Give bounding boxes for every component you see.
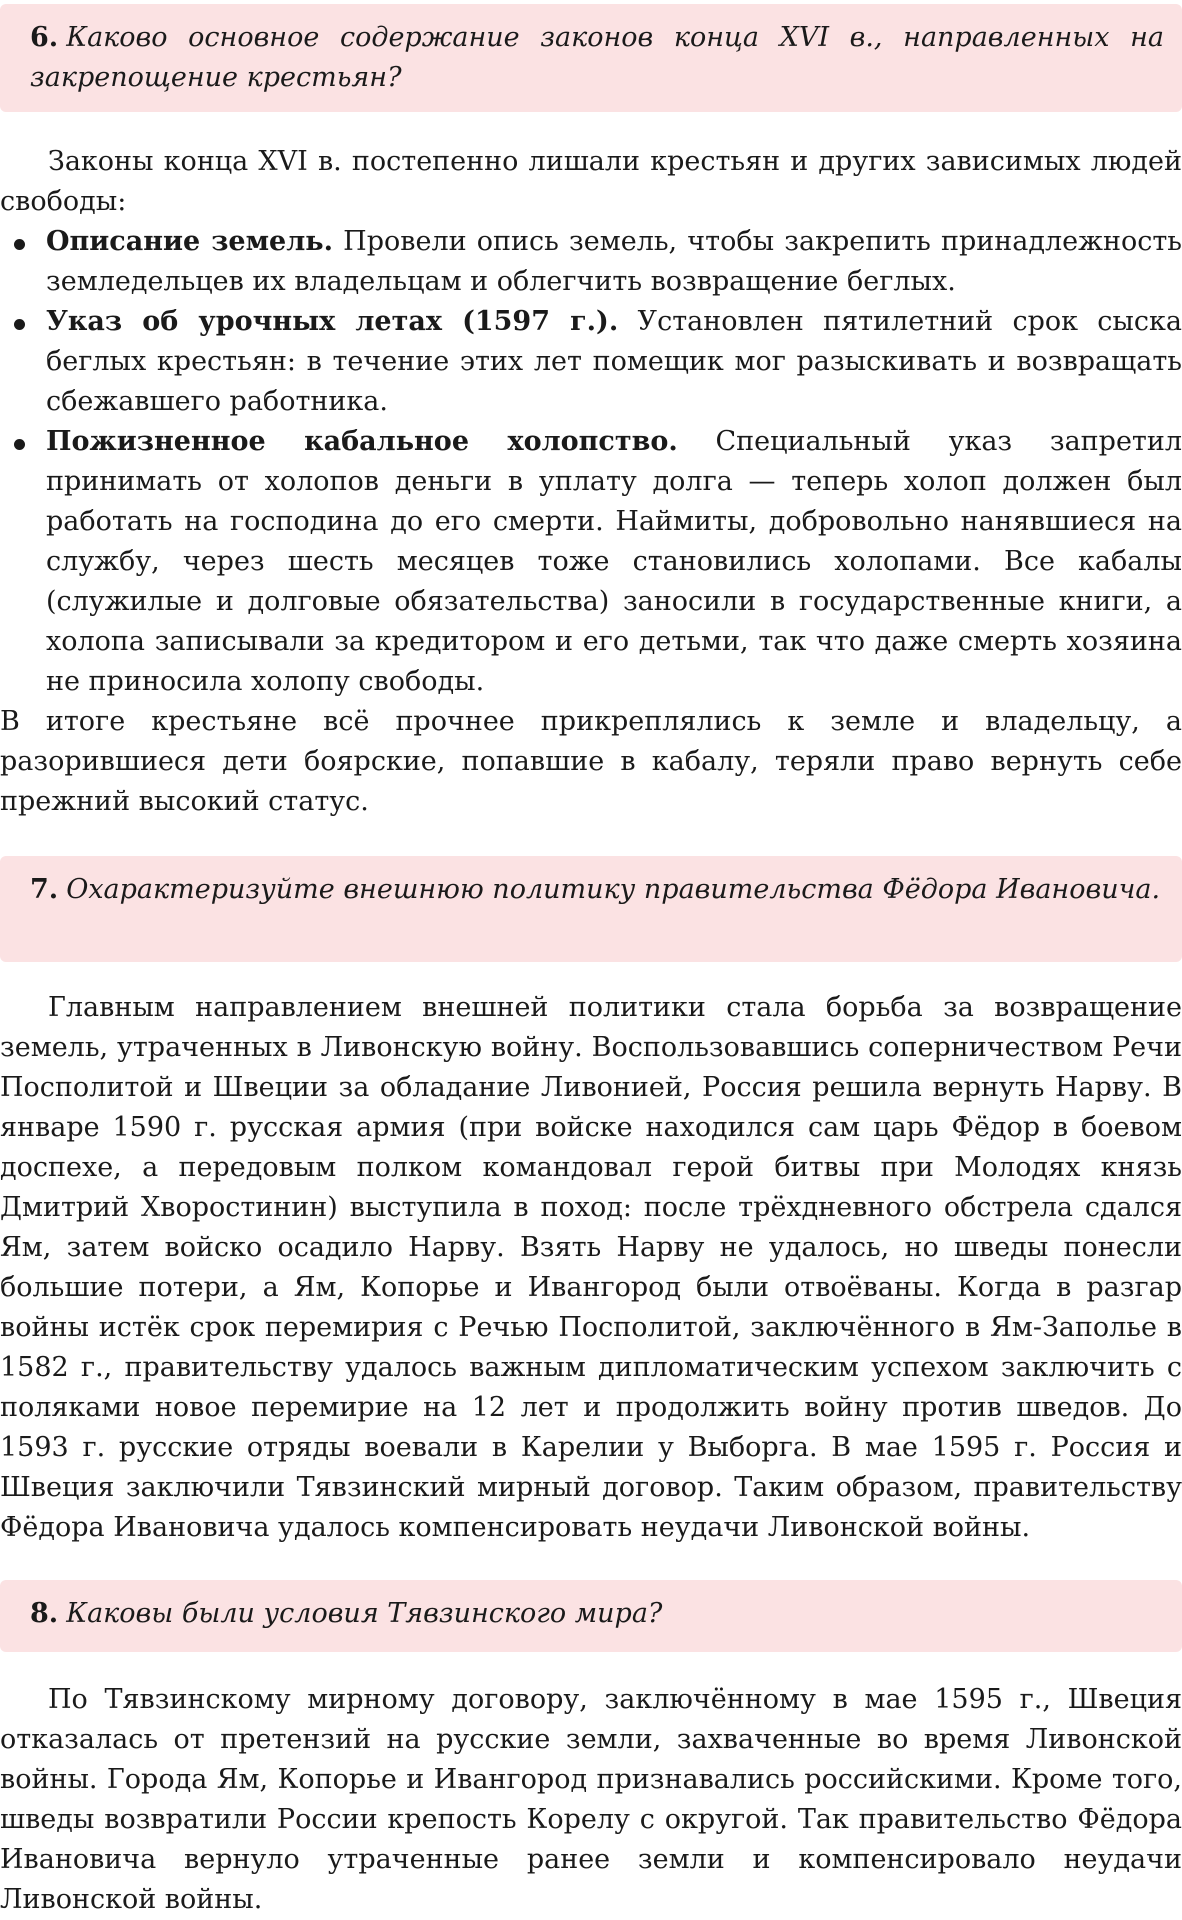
question-7-text: Охарактеризуйте внешнюю политику правительства Фёдора Ивановича. [66, 874, 1161, 905]
answer-6 [0, 142, 1182, 822]
answer-8 [0, 1680, 1182, 1920]
question-7-number: 7. [30, 874, 59, 905]
item-text: Установлен пятилетний срок сыска беглых крестьян: в течение этих лет помещик мог разыскивать и возвращать сбежавшего работника. [46, 306, 1182, 417]
bullet-icon [14, 239, 25, 250]
answer-6-item [0, 302, 1182, 422]
answer-6-intro: Законы конца XVI в. постепенно лишали крестьян и других зависимых людей свободы: [0, 146, 1182, 217]
answer-6-item [0, 422, 1182, 702]
item-text: Провели опись земель, чтобы закрепить принадлежность земледельцев их владельцам и облегчить возвращение беглых. [46, 226, 1182, 297]
question-8-number: 8. [30, 1598, 59, 1629]
answer-7 [0, 988, 1182, 1548]
question-7-box [0, 856, 1182, 962]
answer-6-conclusion: В итоге крестьяне всё прочнее прикреплялись к земле и владельцу, а разорившиеся дети боярские, попавшие в кабалу, теряли право вернуть себе прежний высокий статус. [0, 706, 1182, 817]
answer-7-text: Главным направлением внешней политики стала борьба за возвращение земель, утраченных в Ливонскую войну. Воспользовавшись соперничеством Речи Посполитой и Швеции за обладание Ливонией, Россия решила вернуть Нарву. В январе 1590 г. русская армия (при войске находился сам царь Фёдор в боевом доспехе, а передовым полком командовал герой битвы при Молодях князь Дмитрий Хворостинин) выступила в поход: после трёхдневного обстрела сдался Ям, затем войско осадило Нарву. Взять Нарву не удалось, но шведы понесли большие потери, а Ям, Копорье и Ивангород были отвоёваны. Когда в разгар войны истёк срок перемирия с Речью Посполитой, заключённого в Ям-Заполье в 1582 г., правительству удалось важным дипломатическим успехом заключить с поляками новое перемирие на 12 лет и продолжить войну против шведов. До 1593 г. русские отряды воевали в Карелии у Выборга. В мае 1595 г. Россия и Швеция заключили Тявзинский мирный договор. Таким образом, правительству Фёдора Ивановича удалось компенсировать неудачи Ливонской войны. [0, 992, 1182, 1543]
answer-6-item [0, 222, 1182, 302]
bullet-icon [14, 319, 25, 330]
question-8-box [0, 1580, 1182, 1652]
question-6-number: 6. [30, 22, 59, 53]
item-term: Указ об урочных летах (1597 г.). [46, 306, 619, 337]
question-6-box [0, 4, 1182, 112]
item-term: Пожизненное кабальное холопство. [46, 426, 678, 457]
bullet-icon [14, 439, 25, 450]
question-6-text: Каково основное содержание законов конца XVI в., направленных на закрепощение крестьян? [30, 22, 1164, 93]
answer-8-text: По Тявзинскому мирному договору, заключённому в мае 1595 г., Швеция отказалась от претензий на русские земли, захваченные во время Ливонской войны. Города Ям, Копорье и Ивангород признавались российскими. Кроме того, шведы возвратили России крепость Корелу с округой. Так правительство Фёдора Ивановича вернуло утраченные ранее земли и компенсировало неудачи Ливонской войны. [0, 1684, 1182, 1915]
question-8-text: Каковы были условия Тявзинского мира? [66, 1598, 663, 1629]
answer-6-list [0, 222, 1182, 702]
item-term: Описание земель. [46, 226, 334, 257]
item-text: Специальный указ запретил принимать от холопов деньги в уплату долга — теперь холоп должен был работать на господина до его смерти. Наймиты, добровольно нанявшиеся на службу, через шесть месяцев тоже становились холопами. Все кабалы (служилые и долговые обязательства) заносили в государственные книги, а холопа записывали за кредитором и его детьми, так что даже смерть хозяина не приносила холопу свободы. [46, 426, 1182, 697]
